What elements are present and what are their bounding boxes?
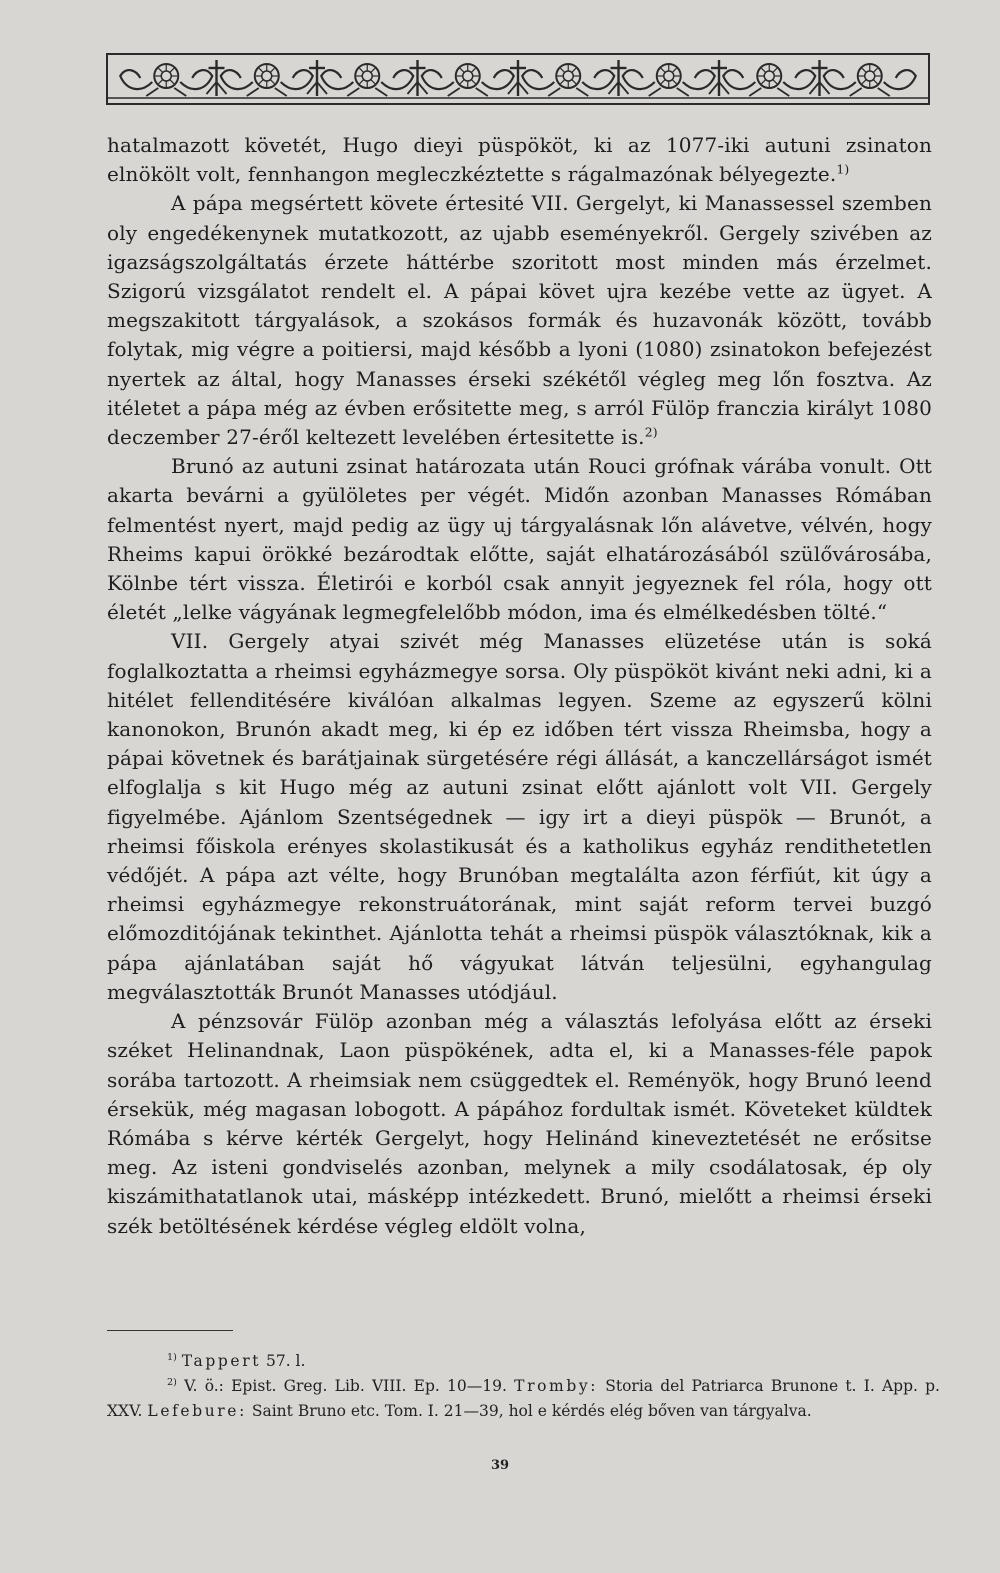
footnote: $^{2)}$ V. ö.: Epist. Greg. Lib. VIII. Ep. 10—19. Tromby: Storia del Patriarca Brunone t. I. App. p. XXV. Lefebure: Saint Bruno etc. Tom. I. 21—39, hol e kérdés elég bőven van tárgyalva. (107, 1376, 940, 1420)
footnote-marker: 1) (167, 1351, 177, 1363)
paragraph: A pénzsovár Fülöp azonban még a választás lefolyása előtt az érseki széket Helinandnak, Laon püspökének, adta el, ki a Manasses-féle papok sorába tartozott. A rheimsiak nem csüggedtek el. Reményök, hogy Brunó leend érsekük, még magasan lobogott. A pápához fordultak ismét. Követeket küldtek Rómába s kérve kérték Gergelyt, hogy Helinánd kineveztetését ne erősitse meg. Az isteni gondviselés azonban, melynek a mily csodálatosak, ép oly kiszámithatatlanok utai, másképp intézkedett. Brunó, mielőtt a rheimsi érseki szék betöltésének kérdése végleg eldölt volna, (107, 1009, 932, 1238)
paragraph: hatalmazott követét, Hugo dieyi püspököt, ki az 1077-iki autuni zsinaton elnökölt volt, fennhangon megleczkéztette s rágalmazónak bélyegezte.$^{1)}$ (107, 133, 932, 187)
footnote-author: Lefebure: (147, 1402, 247, 1420)
footnote-marker: 2) (167, 1376, 177, 1388)
footnotes (107, 1349, 940, 1424)
ornament-motif (824, 64, 916, 96)
footnote-ref: 1) (836, 161, 850, 177)
footnote: $^{1)}$ Tappert 57. l. (167, 1351, 306, 1370)
ornament-motif (422, 60, 528, 96)
paragraph: VII. Gergely atyai szivét még Manasses elüzetése után is soká foglalkoztatta a rheimsi egyházmegye sorsa. Oly püspököt kivánt neki adni, ki a hitélet fellenditésére kiválóan alkalmas legyen. Szeme az egyszerű kölni kanonokon, Brunón akadt meg, ki ép ez időben tért vissza Rheimsba, hogy a pápai követnek és barátjainak sürgetésére régi állását, a kanczellárságot ismét elfoglalja s kit Hugo még az autuni zsinat előtt ajánlott volt VII. Gergely figyelmébe. Ajánlom Szentségednek — igy irt a dieyi püspök — Brunót, a rheimsi főiskola erényes skolastikusát és a katholikus egyház rendithetetlen védőjét. A pápa azt vélte, hogy Brunóban megtalálta azon férfiút, kit úgy a rheimsi egyházmegye rekonstruátorának, mint saját reform tervei buzgó előmozditójának tekinthet. Ajánlotta tehát a rheimsi püspök választóknak, kik a pápa ajánlatában saját hő vágyukat látván teljesülni, egyhangulag megválasztották Brunót Manasses utódjául. (107, 629, 932, 1004)
footnote-ref: 2) (644, 424, 658, 440)
ornament-motif (623, 60, 729, 96)
header-ornament (106, 52, 930, 106)
ornament-motif (120, 60, 226, 96)
footnote-author: Tappert (181, 1352, 262, 1370)
page-number: 39 (490, 1458, 510, 1473)
footnote-author: Tromby: (514, 1377, 599, 1395)
ornament-motif (321, 60, 427, 96)
paragraph: Brunó az autuni zsinat határozata után Rouci grófnak várába vonult. Ott akarta bevárni a gyülöletes per végét. Midőn azonban Manasses Rómában felmentést nyert, majd pedig az ügy uj tárgyalásnak lőn alávetve, vélvén, hogy Rheims kapui örökké bezárodtak előtte, saját elhatározásából szülővárosába, Kölnbe tért vissza. Életirói e korból csak annyit jegyeznek fel róla, hogy ott életét „lelke vágyának legmegfelelőbb módon, ima és elmélkedésben tölté.“ (107, 454, 932, 625)
ornament-motif (522, 60, 628, 96)
paragraph: A pápa megsértett követe értesité VII. Gergelyt, ki Manassessel szemben oly engedékenynek mutatkozott, az ujabb eseményekről. Gergely szivében az igazságszolgáltatás érzete háttérbe szoritott most minden más érzelmet. Szigorú vizsgálatot rendelt el. A pápai követ ujra kezébe vette az ügyet. A megszakitott tárgyalások, a szokásos formák és huzavonák között, tovább folytak, mig végre a poitiersi, majd később a lyoni (1080) zsinatokon befejezést nyertek az által, hogy Manasses érseki székétől végleg meg lőn fosztva. Az itéletet a pápa még az évben erősitette meg, s arról Fülöp franczia királyt 1080 deczember 27-éről keltezett levelében értesitette is.$^{2)}$ (107, 191, 932, 450)
body-text (107, 131, 932, 1241)
footnote-separator (107, 1330, 233, 1331)
ornament-motif (221, 60, 327, 96)
ornament-motif (723, 60, 829, 96)
